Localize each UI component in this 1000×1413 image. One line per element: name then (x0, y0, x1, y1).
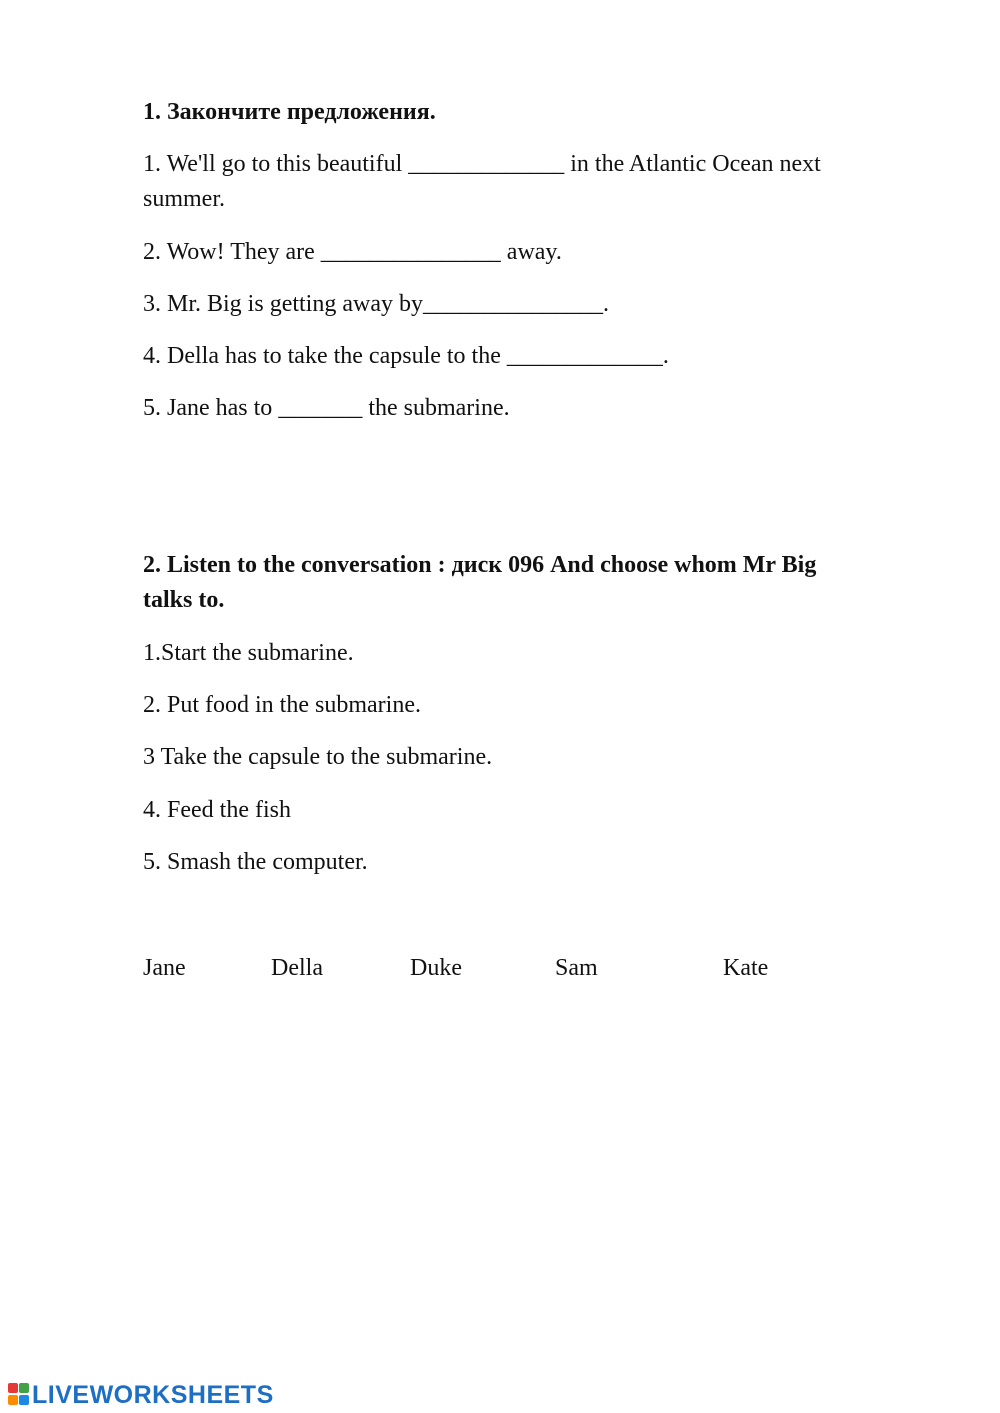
section2-item-5: 5. Smash the computer. (143, 849, 368, 875)
logo-square-icon (19, 1383, 29, 1393)
name-option-sam[interactable]: Sam (555, 955, 598, 981)
section1-item-5 (143, 391, 510, 425)
name-option-duke[interactable]: Duke (410, 955, 462, 981)
name-option-jane[interactable]: Jane (143, 955, 186, 981)
item-text-after: away. (500, 239, 562, 265)
section1-heading: 1. Закончите предложения. (143, 99, 436, 125)
item-text-after: in the Atlantic Ocean next (564, 151, 821, 177)
section1-item-4 (143, 339, 669, 373)
logo-square-icon (8, 1383, 18, 1393)
section1-item-1 (143, 147, 821, 181)
item-text-before: 3. Mr. Big is getting away by (143, 291, 423, 317)
name-option-kate[interactable]: Kate (723, 955, 769, 981)
item-text-after: . (662, 343, 669, 369)
liveworksheets-logo (8, 1380, 274, 1410)
section1-item-1-continuation: summer. (143, 186, 225, 212)
logo-square-icon (8, 1395, 18, 1405)
item-text-after: the submarine. (362, 395, 510, 421)
section1-item-2 (143, 235, 562, 269)
section2-item-2: 2. Put food in the submarine. (143, 692, 421, 718)
item-text-before: 2. Wow! They are (143, 239, 321, 265)
section2-heading-continuation: talks to. (143, 587, 225, 613)
logo-mark-icon (8, 1383, 30, 1407)
section2-item-4: 4. Feed the fish (143, 797, 291, 823)
section2-heading: 2. Listen to the conversation : диск 096 And choose whom Mr Big (143, 552, 817, 578)
item-text-before: 1. We'll go to this beautiful (143, 151, 409, 177)
item-text-before: 5. Jane has to (143, 395, 279, 421)
section2-item-3: 3 Take the capsule to the submarine. (143, 744, 493, 770)
name-option-della[interactable]: Della (271, 955, 323, 981)
item-text-before: 4. Della has to take the capsule to the (143, 343, 507, 369)
answer-blank[interactable]: _____________ (408, 151, 565, 177)
section1-item-3 (143, 287, 609, 321)
logo-text: LIVEWORKSHEETS (32, 1380, 274, 1409)
answer-blank[interactable]: _______ (278, 395, 363, 421)
logo-square-icon (19, 1395, 29, 1405)
item-text-after: . (602, 291, 609, 317)
section2-item-1: 1.Start the submarine. (143, 640, 354, 666)
answer-blank[interactable]: _______________ (422, 291, 603, 317)
answer-blank[interactable]: _____________ (506, 343, 663, 369)
answer-blank[interactable]: _______________ (320, 239, 501, 265)
